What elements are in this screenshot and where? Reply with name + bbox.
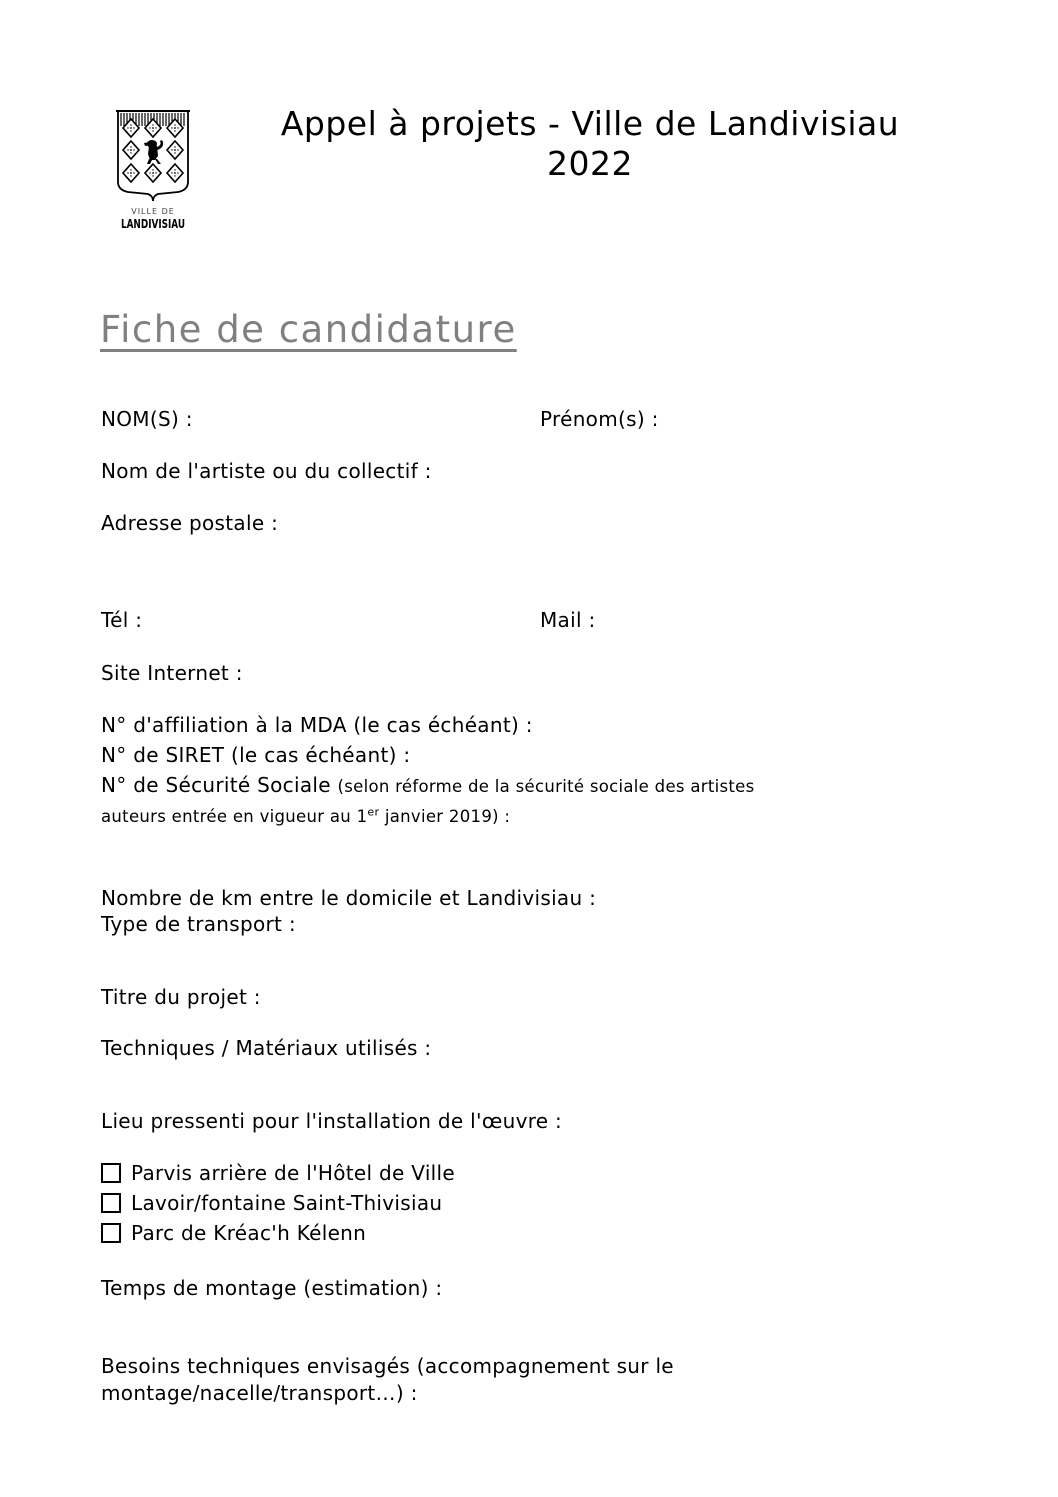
field-mail[interactable]: Mail :	[540, 608, 596, 632]
lieu-option-label: Lavoir/fontaine Saint-Thivisiau	[131, 1191, 443, 1215]
field-prenoms[interactable]: Prénom(s) :	[540, 407, 659, 431]
form-heading: Fiche de candidature	[100, 308, 517, 351]
field-techniques[interactable]: Techniques / Matériaux utilisés :	[101, 1036, 432, 1060]
field-km[interactable]: Nombre de km entre le domicile et Landivisiau :	[101, 886, 597, 910]
secu-note-text-a: auteurs entrée en vigueur au 1	[101, 807, 368, 826]
field-transport[interactable]: Type de transport :	[101, 912, 296, 936]
field-mda[interactable]: N° d'affiliation à la MDA (le cas échéant) :	[101, 713, 533, 737]
lieu-option-parvis[interactable]	[101, 1160, 455, 1186]
field-temps[interactable]: Temps de montage (estimation) :	[101, 1276, 443, 1300]
field-nom-artiste[interactable]: Nom de l'artiste ou du collectif :	[101, 459, 432, 483]
field-tel[interactable]: Tél :	[101, 608, 143, 632]
field-besoins[interactable]: Besoins techniques envisagés (accompagnement sur le	[101, 1354, 674, 1378]
field-siret[interactable]: N° de SIRET (le cas échéant) :	[101, 743, 411, 767]
field-secu-note-line-2	[101, 804, 510, 830]
lieu-option-parc[interactable]	[101, 1220, 366, 1246]
field-titre[interactable]: Titre du projet :	[101, 985, 261, 1009]
logo-landivisiau: LANDIVISIAU	[120, 217, 186, 231]
coat-of-arms-icon	[108, 104, 198, 204]
field-secu-note: (selon réforme de la sécurité sociale des artistes	[337, 777, 755, 796]
field-besoins-line-2: montage/nacelle/transport…) :	[101, 1381, 418, 1405]
lieu-option-label: Parvis arrière de l'Hôtel de Ville	[131, 1161, 455, 1185]
checkbox[interactable]	[101, 1193, 121, 1213]
page-title	[220, 104, 960, 184]
logo-ville-de: VILLE DE	[131, 207, 175, 216]
lieu-option-label: Parc de Kréac'h Kélenn	[131, 1221, 367, 1245]
checkbox[interactable]	[101, 1223, 121, 1243]
field-noms[interactable]: NOM(S) :	[101, 407, 193, 431]
secu-note-text-b: janvier 2019) :	[379, 807, 511, 826]
field-site[interactable]: Site Internet :	[101, 661, 243, 685]
lieu-option-lavoir[interactable]	[101, 1190, 442, 1216]
title-line-1: Appel à projets - Ville de Landivisiau	[280, 104, 900, 143]
city-logo	[108, 104, 198, 234]
field-lieu: Lieu pressenti pour l'installation de l'œuvre :	[101, 1109, 563, 1133]
title-line-2: 2022	[547, 144, 633, 183]
field-secu-label: N° de Sécurité Sociale	[101, 773, 331, 797]
secu-note-superscript: er	[367, 805, 380, 819]
field-secu[interactable]	[101, 772, 755, 800]
checkbox[interactable]	[101, 1163, 121, 1183]
field-adresse[interactable]: Adresse postale :	[101, 511, 279, 535]
